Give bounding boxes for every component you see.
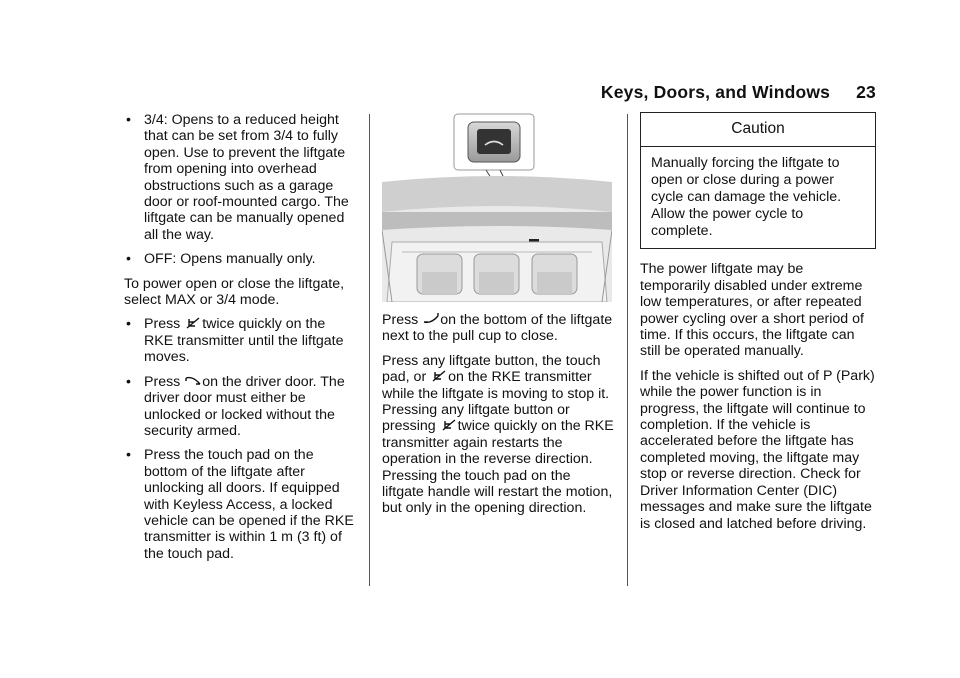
- list-item: • 3/4: Opens to a reduced height that can be set from 3/4 to fully open. Use to prevent the liftgate from opening into overhead obstructions such as a garage door or roof-mounted cargo. The liftgate can be manually opened all the way.: [126, 112, 349, 243]
- list-item: • Press on the driver door. The driver door must either be unlocked or locked without the security armed.: [126, 373, 345, 439]
- page-header: [601, 82, 876, 103]
- liftgate-close-icon: [423, 312, 439, 326]
- liftgate-illustration: [382, 112, 612, 302]
- rke-liftgate-icon: [431, 369, 447, 383]
- column-divider-left: [369, 114, 370, 586]
- page-number: 23: [856, 82, 876, 102]
- caution-title: Caution: [641, 113, 875, 147]
- list-item: • OFF: Opens manually only.: [126, 251, 316, 268]
- section-title: Keys, Doors, and Windows: [600, 82, 831, 102]
- list-item: • Press twice quickly on the RKE transmitter until the liftgate moves.: [126, 316, 344, 366]
- caution-body: Manually forcing the liftgate to open or close during a power cycle can damage the vehicle. Allow the power cycle to complete.: [651, 155, 842, 240]
- column-1: [124, 112, 356, 570]
- paragraph: To power open or close the liftgate, select MAX or 3/4 mode.: [124, 275, 345, 309]
- liftgate-button-icon: [185, 374, 201, 388]
- paragraph: Press on the bottom of the liftgate next to the pull cup to close.: [382, 312, 613, 345]
- paragraph: If the vehicle is shifted out of P (Park) while the power function is in progress, the liftgate will continue to completion. If the vehicle is accelerated before the liftgate has completed moving, the liftgate may stop or reverse direction. Check for Driver Information Center (DIC) messages and make sure the liftgate is closed and latched before driving.: [640, 367, 875, 532]
- paragraph: The power liftgate may be temporarily disabled under extreme low temperatures, or after repeated power cycling over a short period of time. If this occurs, the liftgate can still be operated manually.: [640, 261, 864, 360]
- rke-liftgate-icon: [185, 316, 201, 330]
- list-item: • Press the touch pad on the bottom of the liftgate after unlocking all doors. If equipped with Keyless Access, a locked vehicle can be opened if the RKE transmitter is within 1 m (3 ft) of the touch pad.: [126, 447, 354, 562]
- paragraph: Press any liftgate button, the touch pad, or on the RKE transmitter while the liftgate is moving to stop it. Pressing any liftgate button or pressing twice quickly on the RKE transmitter again restarts the operation in the reverse direction. Pressing the touch pad on the liftgate handle will restart the motion, but only in the opening direction.: [382, 352, 614, 517]
- column-2: [382, 112, 614, 525]
- column-divider-right: [627, 114, 628, 586]
- liftgate-illustration-svg: [382, 112, 612, 302]
- rke-liftgate-icon: [441, 418, 457, 432]
- column-3: [640, 112, 876, 540]
- caution-box: [640, 112, 876, 249]
